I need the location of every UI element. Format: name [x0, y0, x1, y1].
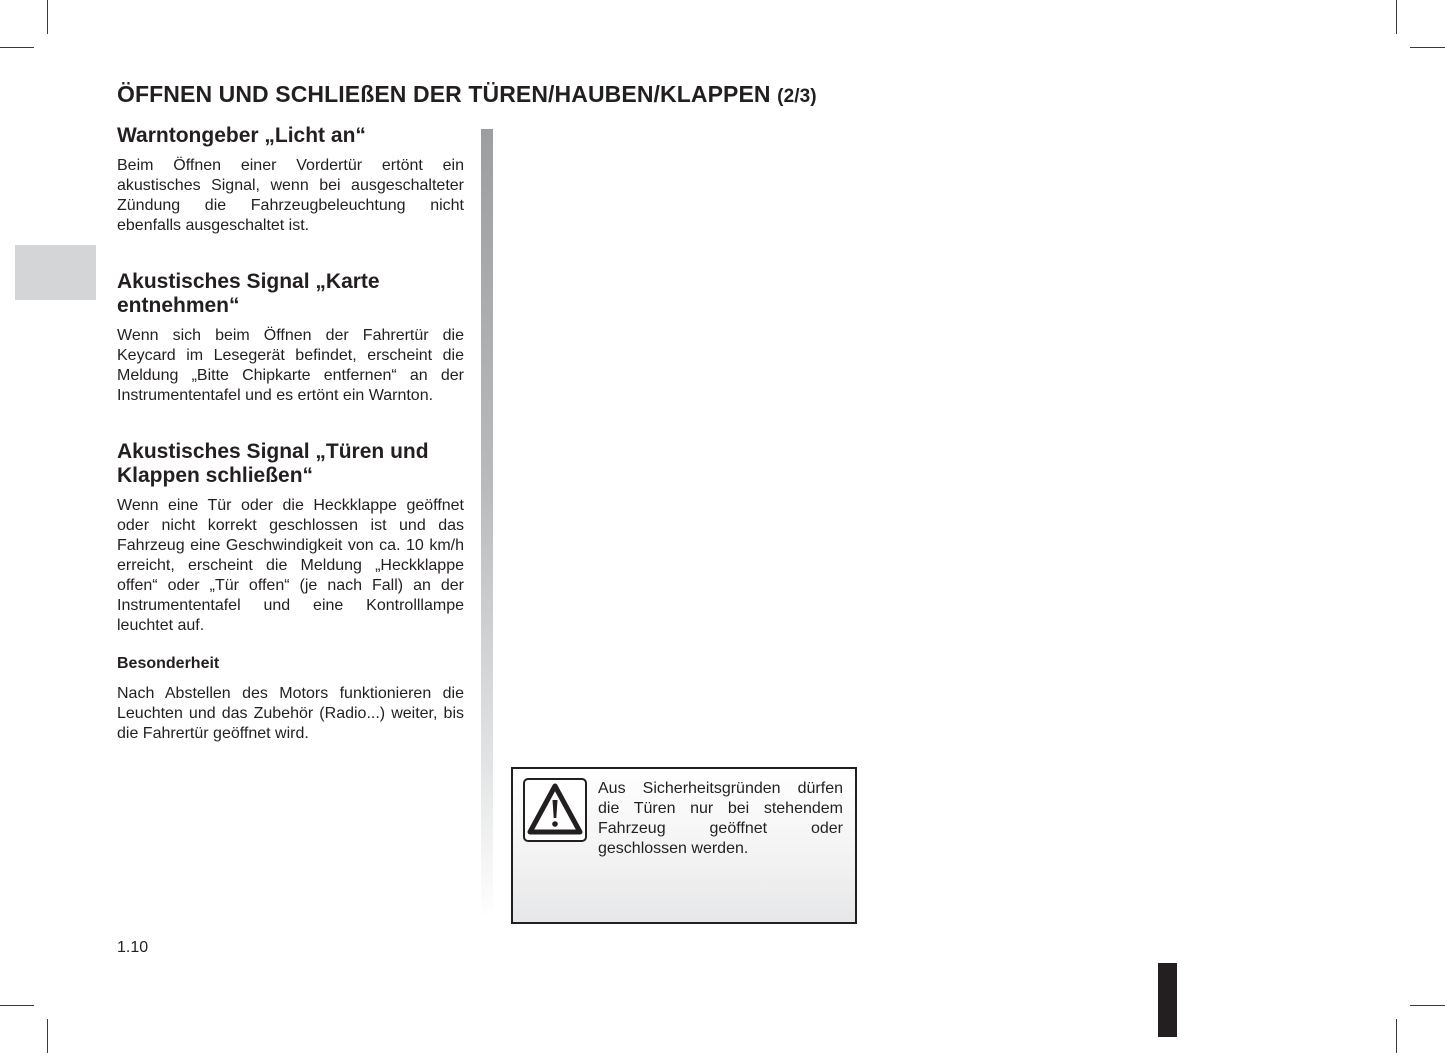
chapter-thumb-mark [1158, 963, 1177, 1037]
warning-box [511, 767, 857, 924]
section-tueren-klappen [117, 440, 464, 636]
crop-mark-bottom-right-h [1410, 1005, 1445, 1006]
section-karte-entnehmen [117, 270, 464, 406]
crop-mark-top-right-h [1410, 47, 1445, 48]
page-number: 1.10 [117, 939, 149, 956]
page-title-text: ÖFFNEN UND SCHLIEßEN DER TÜREN/HAUBEN/KLAPPEN [117, 81, 771, 107]
section-body: Beim Öffnen einer Vordertür ertönt ein akustisches Signal, wenn bei ausgeschalteter Zündung die Fahrzeugbeleuchtung nicht ebenfalls ausgeschaltet ist. [117, 157, 464, 234]
subheading: Besonderheit [117, 655, 220, 672]
section-heading: Warntongeber „Licht an“ [117, 124, 366, 147]
section-heading: Akustisches Signal „Türen und Klappen schließen“ [117, 440, 429, 487]
section-heading: Akustisches Signal „Karte entnehmen“ [117, 270, 380, 317]
section-body: Wenn sich beim Öffnen der Fahrertür die Keycard im Lesegerät befindet, erscheint die Meldung „Bitte Chipkarte entfernen“ an der Instrumententafel und es ertönt ein Warnton. [117, 327, 464, 404]
crop-mark-top-right-v [1396, 0, 1397, 34]
column-divider-bar [481, 129, 493, 919]
crop-mark-top-left-h [0, 47, 34, 48]
left-column [117, 124, 464, 744]
crop-mark-bottom-left-v [47, 1019, 48, 1053]
crop-mark-bottom-right-v [1396, 1019, 1397, 1053]
section-besonderheit [117, 654, 464, 744]
section-body: Wenn eine Tür oder die Heckklappe geöffnet oder nicht korrekt geschlossen ist und das Fahrzeug eine Geschwindigkeit von ca. 10 km/h erreicht, erscheint die Meldung „Heckklappe offen“ oder „Tür offen“ (je nach Fall) an der Instrumententafel und eine Kontrolllampe leuchtet auf. [117, 497, 464, 634]
warning-text: Aus Sicherheitsgründen dürfen die Türen nur bei stehendem Fahrzeug geöffnet oder geschlossen werden. [598, 780, 843, 857]
crop-mark-bottom-left-h [0, 1005, 34, 1006]
chapter-side-tab [15, 245, 96, 300]
page-title [117, 81, 817, 108]
page-title-part: (2/3) [777, 86, 817, 107]
crop-mark-top-left-v [47, 0, 48, 34]
subsection-body: Nach Abstellen des Motors funktionieren die Leuchten und das Zubehör (Radio...) weiter, bis die Fahrertür geöffnet wird. [117, 685, 464, 742]
section-licht-an [117, 124, 464, 236]
warning-triangle-icon [523, 778, 587, 842]
